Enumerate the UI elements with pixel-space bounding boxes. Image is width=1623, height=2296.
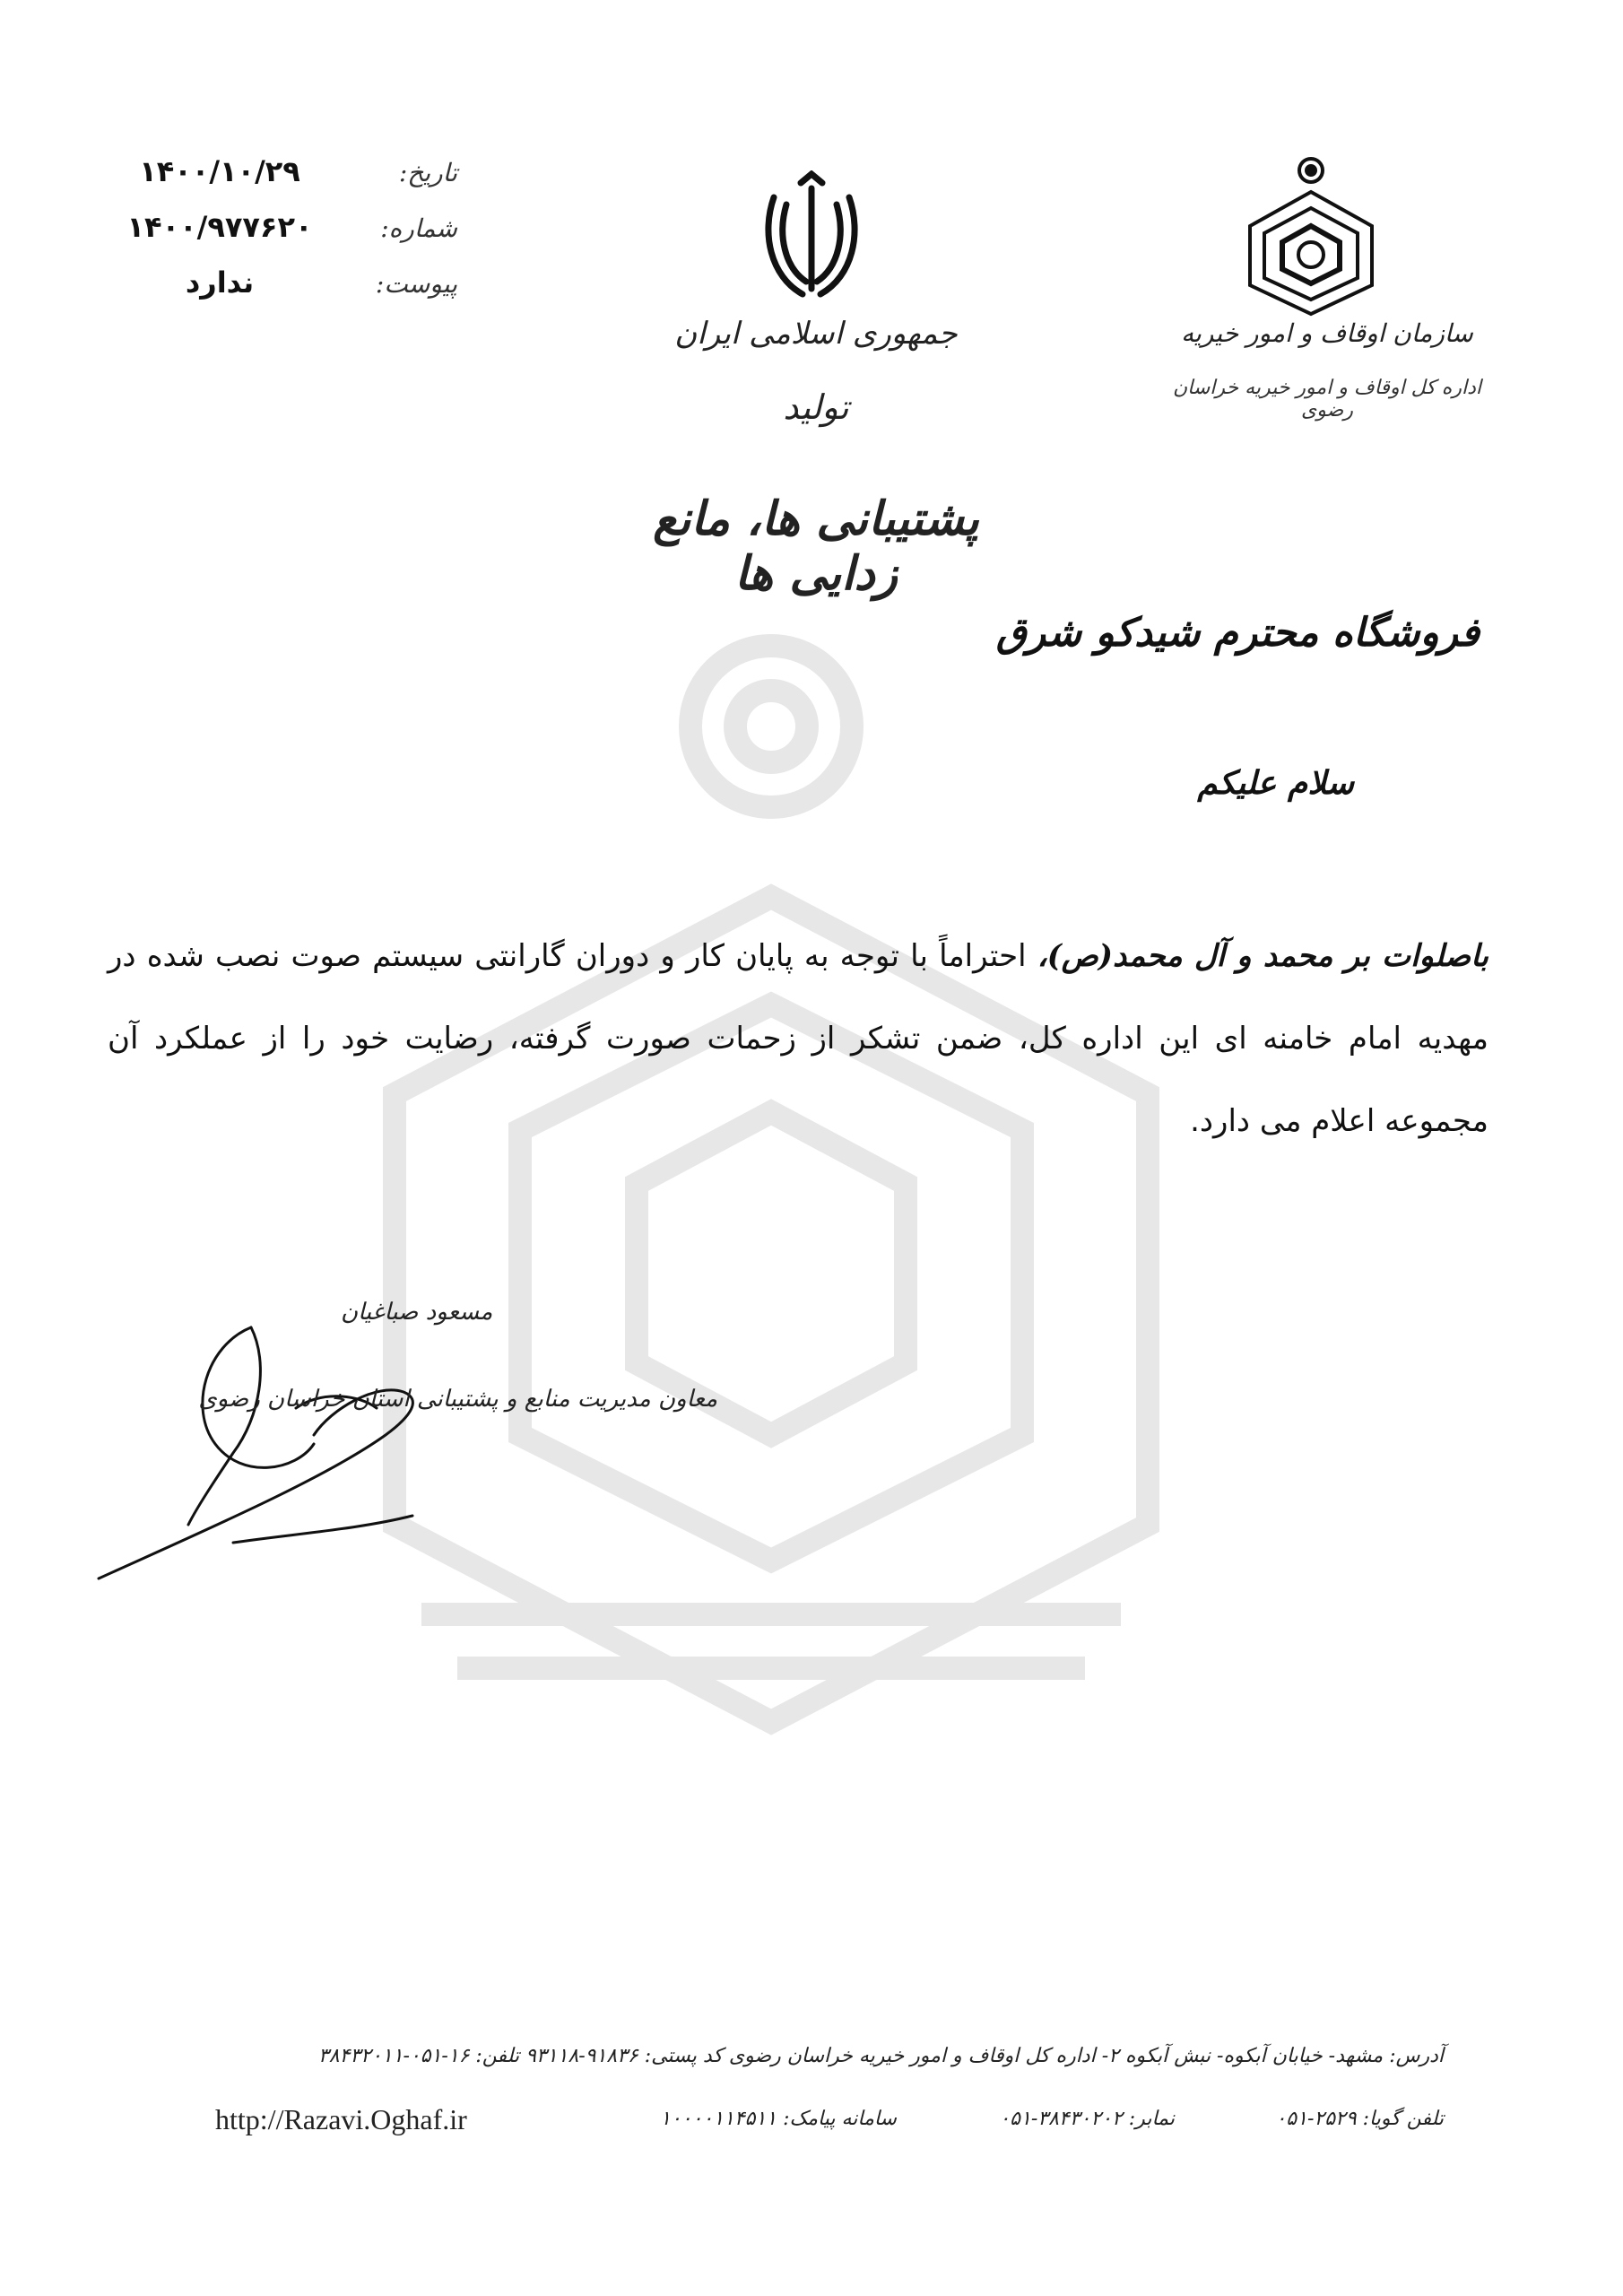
oghaf-logo-icon	[1239, 151, 1383, 317]
signer-name: مسعود صباغیان	[341, 1299, 493, 1326]
attachment-label: پیوست:	[375, 269, 457, 299]
attachment-value: ندارد	[185, 265, 255, 300]
org-name: سازمان اوقاف و امور خیریه	[1181, 318, 1473, 348]
letter-meta	[99, 152, 457, 319]
body-text: احتراماً با توجه به پایان کار و دوران گارانتی سیستم صوت نصب شده در مهدیه امام خامنه ای این اداره کل، ضمن تشکر از زحمات صورت گرفته، رضایت خود را از عملکرد آن مجموعه اعلام می دارد.	[108, 938, 1488, 1139]
footer-fax: نمابر: ۳۸۴۳۰۲۰۲-۰۵۱	[999, 2108, 1175, 2130]
footer-address: آدرس: مشهد- خیابان آبکوه- نبش آبکوه ۲- اداره کل اوقاف و امور خیریه خراسان رضوی کد پستی: ۹۱۸۳۶-۹۳۱۱۸ تلفن: ۱۶-۰۵۱-۳۸۴۳۲۰۱۱	[317, 2045, 1444, 2067]
body-lead: باصلوات بر محمد و آل محمد(ص)،	[1037, 938, 1488, 974]
number-value: ۱۴۰۰/۹۷۷۶۲۰	[126, 210, 313, 244]
year-motto-line1: تولید	[783, 387, 849, 427]
number-label: شماره:	[380, 213, 457, 243]
date-row	[99, 152, 457, 208]
attachment-row	[99, 264, 457, 319]
date-value: ۱۴۰۰/۱۰/۲۹	[139, 154, 300, 188]
letter-body	[108, 915, 1488, 1162]
greeting: سلام علیکم	[1197, 764, 1354, 802]
footer-sms: سامانه پیامک: ۱۰۰۰۰۱۱۴۵۱۱	[660, 2108, 897, 2130]
iran-emblem-icon	[758, 170, 865, 305]
year-motto-line2: پشتیبانی ها، مانع زدایی ها	[653, 491, 979, 601]
recipient: فروشگاه محترم شیدکو شرق	[995, 610, 1480, 656]
number-row	[99, 208, 457, 264]
website-link[interactable]: http://Razavi.Oghaf.ir	[215, 2103, 467, 2135]
republic-title: جمهوری اسلامی ایران	[674, 316, 958, 352]
signer-title: معاون مدیریت منابع و پشتیبانی استان خراسان رضوی	[198, 1386, 717, 1413]
handwritten-signature	[90, 1309, 466, 1596]
date-label: تاریخ:	[398, 158, 457, 187]
footer-phone-voice: تلفن گویا: ۲۵۲۹-۰۵۱	[1275, 2108, 1444, 2130]
org-subname: اداره کل اوقاف و امور خیریه خراسان رضوی	[1173, 377, 1481, 422]
